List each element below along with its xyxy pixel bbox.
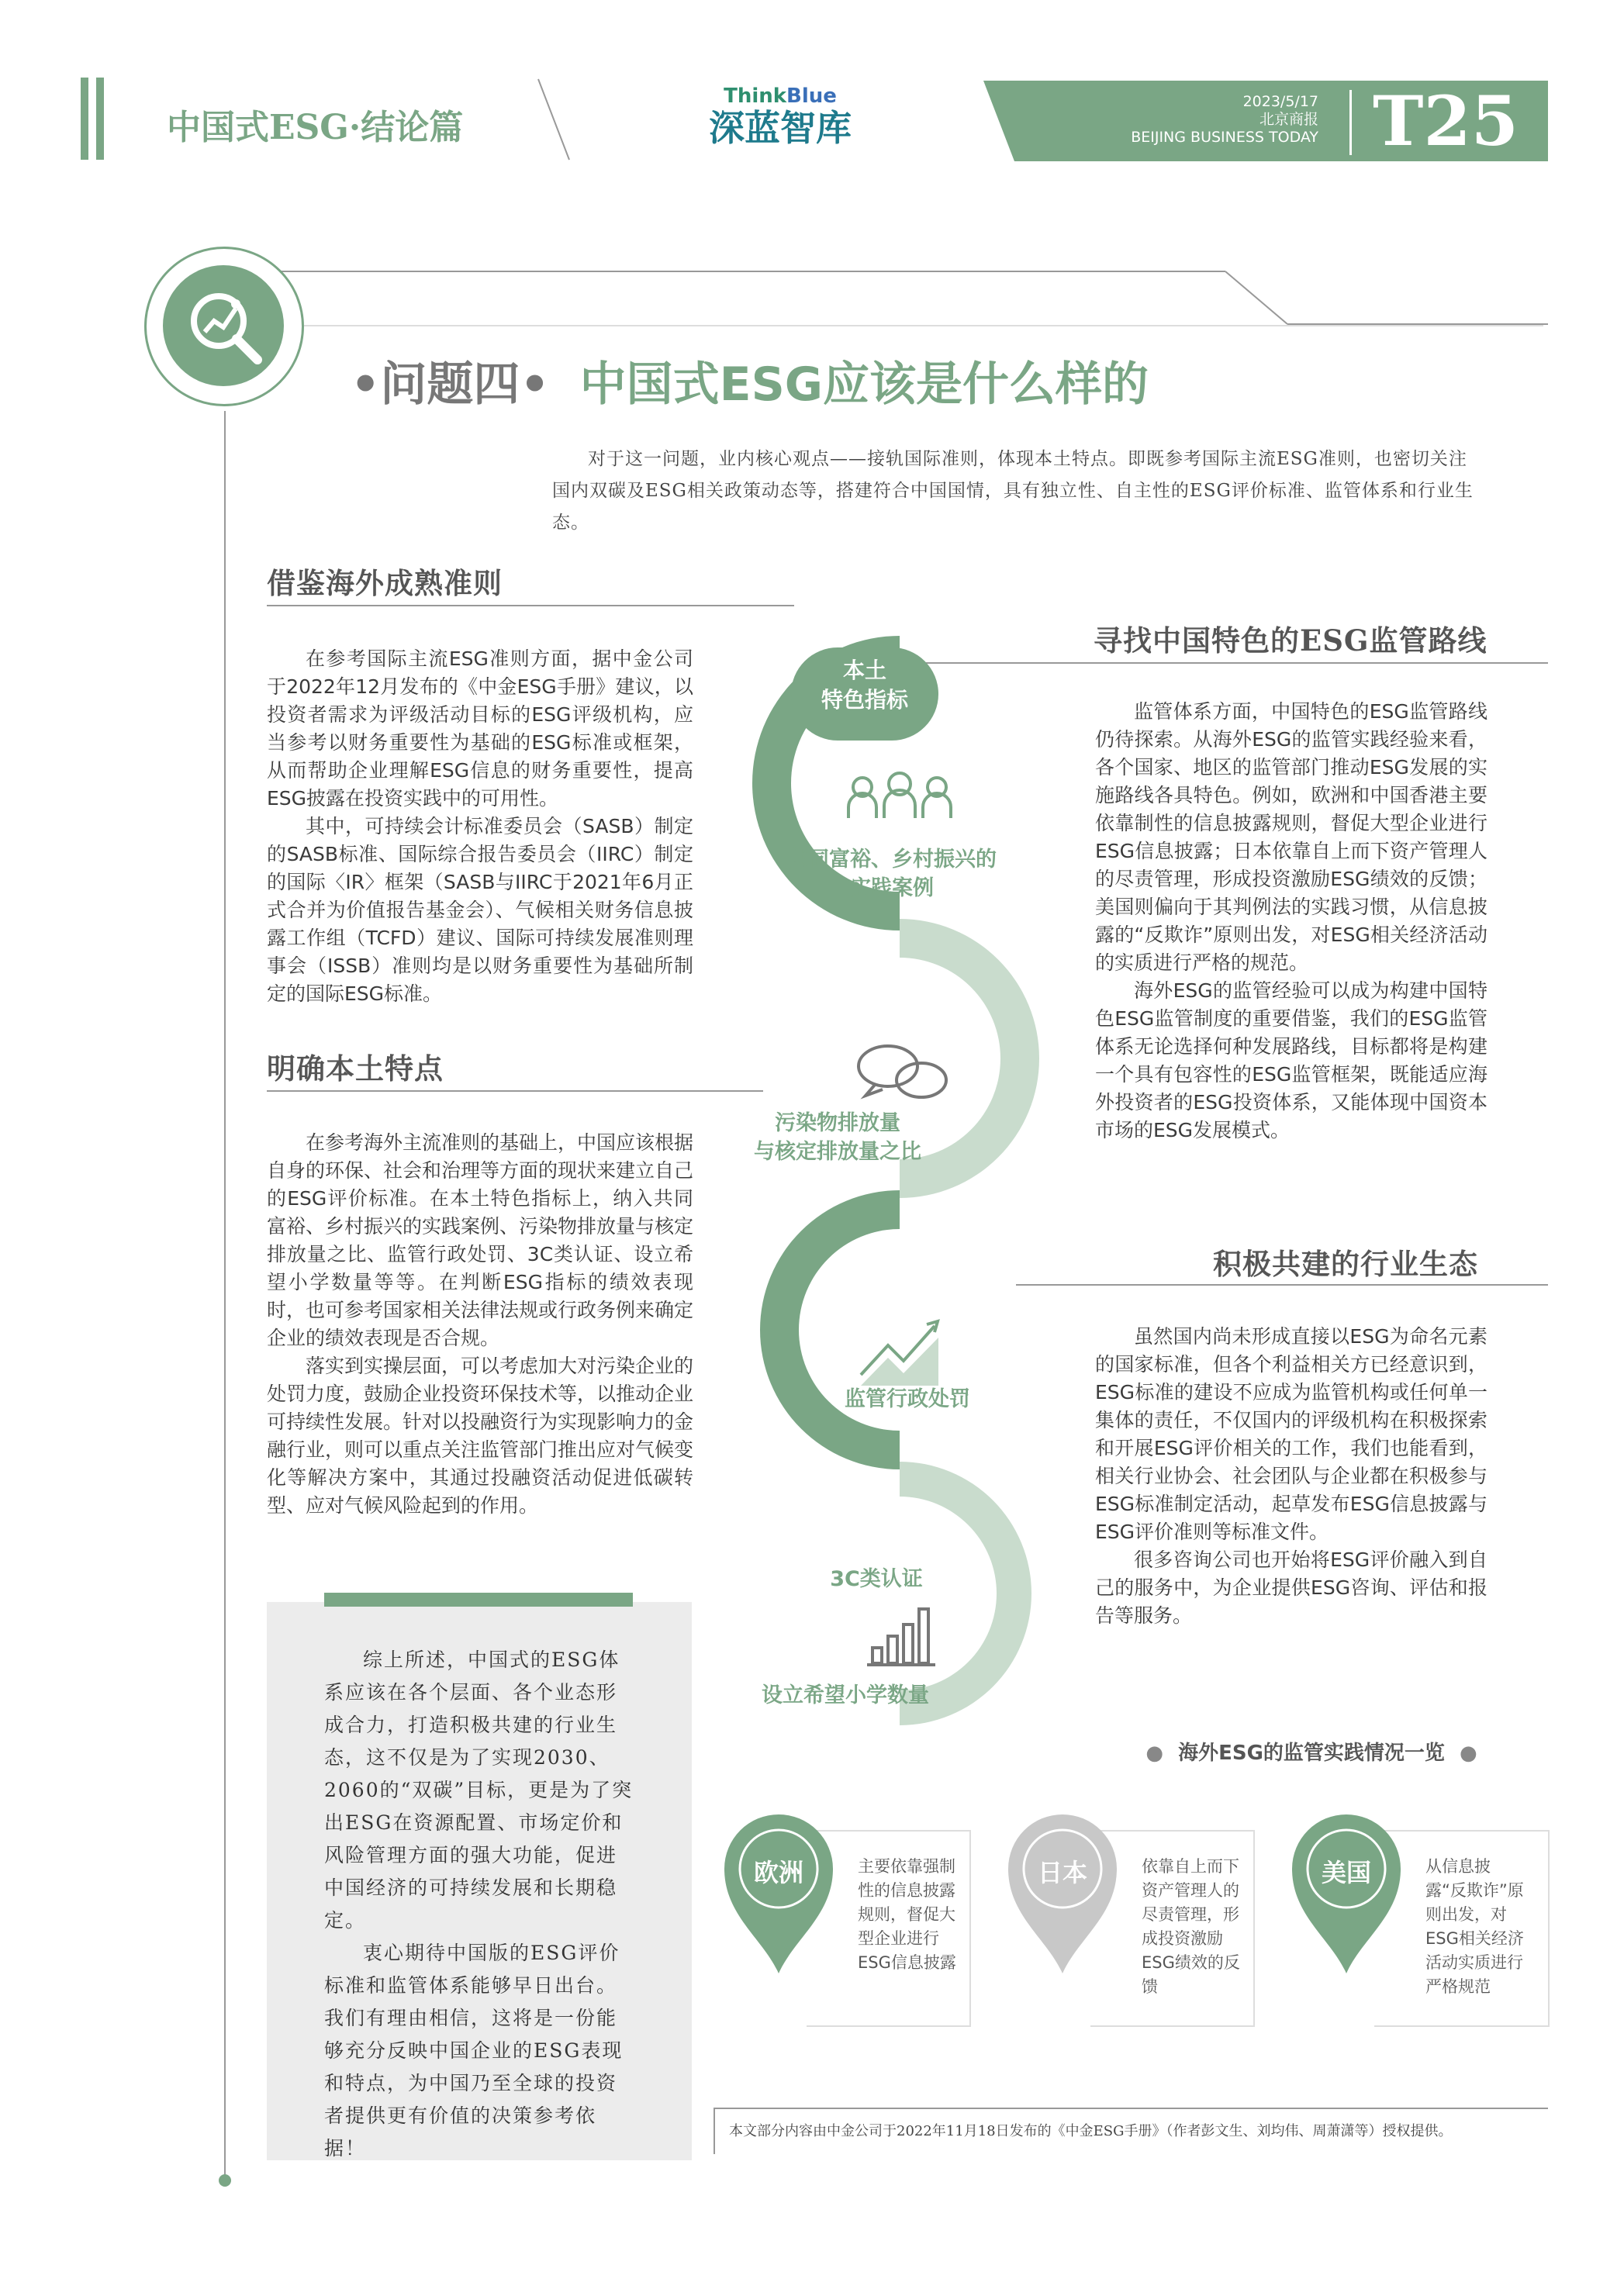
paragraph: 在参考海外主流准则的基础上，中国应该根据自身的环保、社会和治理等方面的现状来建立自己的ESG评价标准。在本土特色指标上，纳入共同富裕、乡村振兴的实践案例、污染物排放量与核定排放量之比、监管行政处罚、3C类认证、设立希望小学数量等等。在判断ESG指标的绩效表现时，也可参考国家相关法律法规或行政务例来确定企业的绩效表现是否合规。	[267, 1131, 694, 1349]
question-heading	[351, 347, 1149, 414]
overseas-text-usa: 从信息披露“反欺诈”原则出发，对ESG相关经济活动实质进行严格规范	[1425, 1857, 1524, 1996]
region-japan: 日本	[1037, 1858, 1087, 1887]
section-body-3	[1095, 698, 1488, 1145]
flow-item-2-label-2: 与核定排放量之比	[754, 1140, 921, 1164]
overseas-text-japan: 依靠自上而下资产管理人的尽责管理，形成投资激励ESG绩效的反馈	[1142, 1857, 1240, 1996]
question-prefix: •问题四•	[351, 357, 550, 412]
pin-europe	[717, 1807, 841, 1977]
flow-top-label	[791, 656, 938, 715]
summary-text	[324, 1644, 634, 2165]
logo-blue: Blue	[786, 85, 837, 108]
footnote-rule-top	[714, 2108, 1548, 2109]
paragraph: 其中，可持续会计标准委员会（SASB）制定的SASB标准、国际综合报告委员会（IIRC）制定的国际〈IR〉框架（SASB与IIRC于2021年6月正式合并为价值报告基金会）、气候相关财务信息披露工作组（TCFD）建议、国际可持续发展准则理事会（ISSB）准则均是以财务重要性为基础所制定的国际ESG标准。	[267, 815, 693, 1005]
paragraph: 海外ESG的监管经验可以成为构建中国特色ESG监管制度的重要借鉴，我们的ESG监管体系无论选择何种发展路线，目标都将是构建一个具有包容性的ESG监管框架，既能适应海外投资者的ESG投资体系，又能体现中国资本市场的ESG发展模式。	[1095, 979, 1488, 1141]
section-body-2	[267, 1129, 693, 1520]
section-body-1	[267, 645, 693, 1008]
lead-paragraph: 对于这一问题，业内核心观点——接轨国际准则，体现本土特点。即既参考国际主流ESG准则，也密切关注国内双碳及ESG相关政策动态等，搭建符合中国国情，具有独立性、自主性的ESG评价标准、监管体系和行业生态。	[552, 449, 1474, 533]
issue-date: 2023/5/17	[1242, 93, 1318, 110]
flow-item-4-label-bottom: 设立希望小学数量	[762, 1683, 929, 1707]
overseas-text-europe: 主要依靠强制性的信息披露规则，督促大型企业进行ESG信息披露	[858, 1857, 956, 1972]
flow-item-3-label	[814, 1385, 1000, 1414]
paragraph: 虽然国内尚未形成直接以ESG为命名元素的国家标准，但各个利益相关方已经意识到，ESG标准的建设不应成为监管机构或任何单一集体的责任，不仅国内的评级机构在积极探索和开展ESG评价相关的工作，我们也能看到，相关行业协会、社会团队与企业都在积极参与ESG标准制定活动，起草发布ESG信息披露与ESG评价准则等标准文件。	[1095, 1325, 1488, 1543]
flow-top-label-2: 特色指标	[821, 687, 908, 713]
paper-name-en: BEIJING BUSINESS TODAY	[1131, 129, 1318, 146]
summary-accent-bar	[324, 1593, 633, 1607]
flow-disc-4	[803, 1497, 997, 1690]
flow-item-1-label	[776, 845, 1008, 903]
dot-icon: ●	[1145, 1742, 1164, 1765]
section-rule-4	[1016, 1284, 1548, 1286]
paragraph: 在参考国际主流ESG准则方面，据中金公司于2022年12月发布的《中金ESG手册》建议，以投资者需求为评级活动目标的ESG评级机构，应当参考以财务重要性为基础的ESG标准或框架，从而帮助企业理解ESG信息的财务重要性，提高ESG披露在投资实践中的可用性。	[267, 647, 693, 810]
pin-usa	[1284, 1807, 1408, 1977]
section-title: 中国式ESG·结论篇	[167, 108, 464, 147]
section-rule-2	[267, 1090, 763, 1092]
footnote: 本文部分内容由中金公司于2022年11月18日发布的《中金ESG手册》（作者彭文生、刘均伟、周萧潇等）授权提供。	[729, 2123, 1453, 2139]
region-usa: 美国	[1321, 1858, 1371, 1887]
flow-item-1-label-1: 共同富裕、乡村振兴的	[787, 848, 997, 872]
page-number: T25	[1373, 81, 1519, 161]
flow-item-2-label	[729, 1109, 946, 1166]
flow-item-4-label-top: 3C类认证	[830, 1567, 923, 1591]
flow-item-1-label-2: 实践案例	[850, 876, 934, 900]
region-europe: 欧洲	[753, 1858, 803, 1887]
paragraph: 综上所述，中国式的ESG体系应该在各个层面、各个业态形成合力，打造积极共建的行业生态，这不仅是为了实现2030、2060的“双碳”目标，更是为了突出ESG在资源配置、市场定价和风险管理方面的强大功能，促进中国经济的可持续发展和长期稳定。	[324, 1649, 634, 1932]
pin-japan	[1000, 1807, 1125, 1977]
question-icon	[163, 265, 284, 386]
question-title: 中国式ESG应该是什么样的	[579, 357, 1149, 412]
section-heading-4: 积极共建的行业生态	[1213, 1247, 1478, 1281]
section-body-4	[1095, 1323, 1488, 1630]
overseas-title	[1129, 1737, 1494, 1766]
paper-name-cn: 北京商报	[1259, 111, 1318, 128]
footnote-rule-left	[714, 2108, 715, 2154]
flow-item-2-label-1: 污染物排放量	[775, 1111, 900, 1135]
paragraph: 监管体系方面，中国特色的ESG监管路线仍待探索。从海外ESG的监管实践经验来看，各个国家、地区的监管部门推动ESG发展的实施路线各具特色。例如，欧洲和中国香港主要依靠制性的信息披露规则，督促大型企业进行ESG信息披露；日本依靠自上而下资产管理人的尽责管理，形成投资激励ESG绩效的反馈；美国则偏向于其判例法的实践习惯，从信息披露的“反欺诈”原则出发，对ESG相关经济活动的实质进行严格的规范。	[1095, 700, 1488, 974]
paragraph: 衷心期待中国版的ESG评价标准和监管体系能够早日出台。我们有理由相信，这将是一份能够充分反映中国企业的ESG表现和特点，为中国乃至全球的投资者提供更有价值的决策参考依据！	[324, 1942, 624, 2160]
section-heading-2: 明确本土特点	[267, 1051, 444, 1086]
flow-top-label-1: 本土	[842, 658, 886, 683]
paragraph: 落实到实操层面，可以考虑加大对污染企业的处罚力度，鼓励企业投资环保技术等，以推动企业可持续性发展。针对以投融资行为实现影响力的金融行业，则可以重点关注监管部门推出应对气候变化等解决方案中，其通过投融资活动促进低碳转型、应对气候风险起到的作用。	[267, 1355, 694, 1517]
logo-main: 深蓝智库	[709, 107, 852, 149]
section-heading-3: 寻找中国特色的ESG监管路线	[1094, 623, 1488, 658]
overseas-title-text: 海外ESG的监管实践情况一览	[1178, 1742, 1445, 1765]
flow-item-3-label-1: 监管行政处罚	[845, 1387, 970, 1411]
section-heading-1: 借鉴海外成熟准则	[267, 566, 503, 600]
magnifier-chart-icon	[163, 265, 284, 386]
paragraph: 很多咨询公司也开始将ESG评价融入到自己的服务中，为企业提供ESG咨询、评估和报告等服务。	[1095, 1549, 1488, 1627]
section-rule-1	[267, 605, 794, 606]
logo-think: Think	[724, 85, 787, 108]
dot-icon: ●	[1459, 1742, 1477, 1765]
